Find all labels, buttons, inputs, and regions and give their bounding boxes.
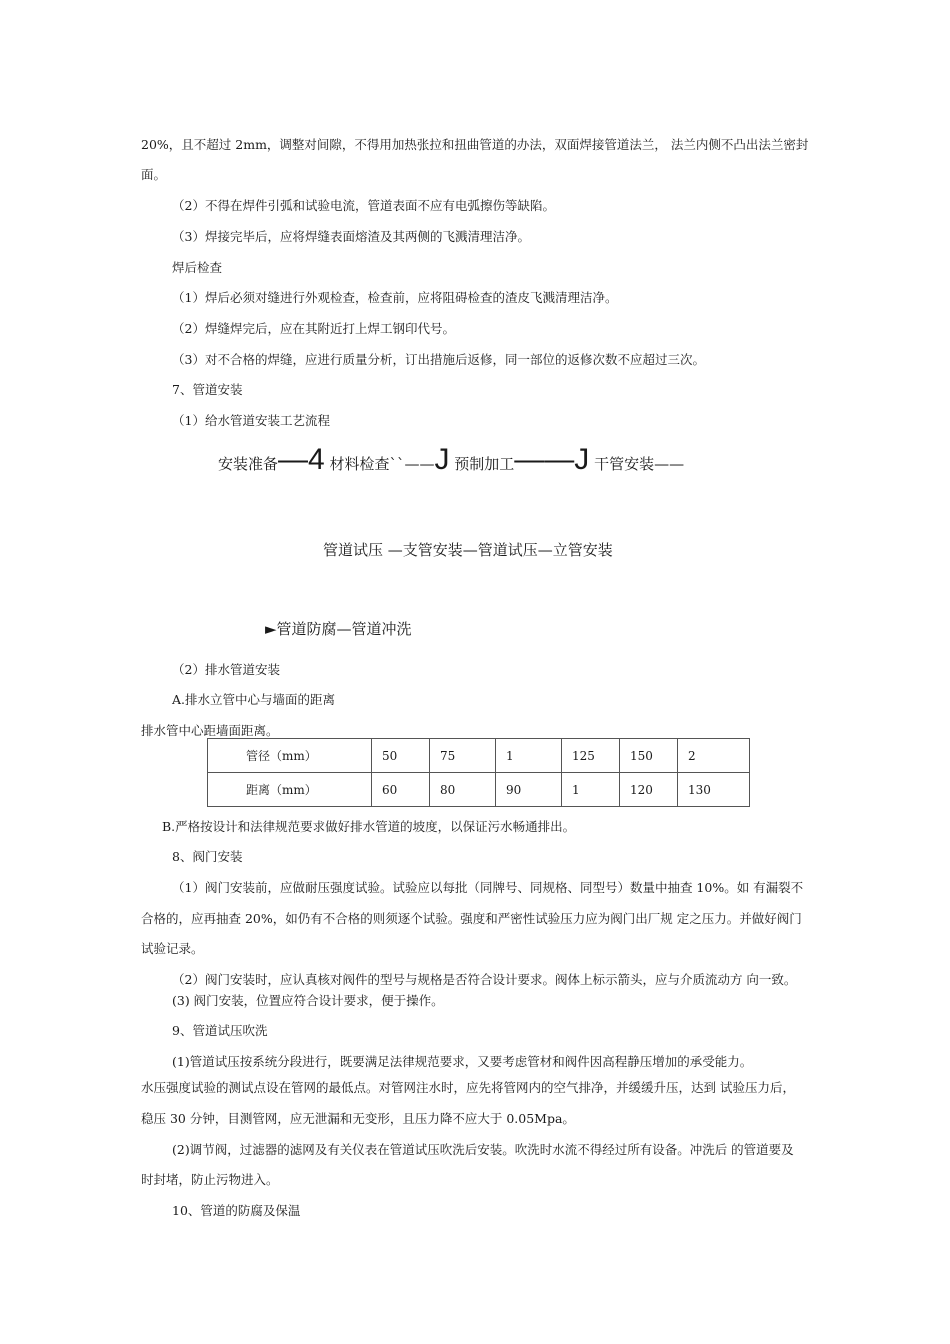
section-heading: 8、阀门安装 xyxy=(172,849,243,864)
paragraph-line: 试验记录。 xyxy=(141,941,204,956)
table-cell: 75 xyxy=(430,739,496,773)
flow-row-2: 管道试压 —支管安装—管道试压—立管安装 xyxy=(323,541,613,559)
paragraph-line: （2）阀门安装时，应认真核对阀件的型号与规格是否符合设计要求。阀体上标示箭头，应与介质流动方 向一致。 xyxy=(172,972,797,987)
table-cell: 80 xyxy=(430,773,496,807)
flow-row-3: ►管道防腐—管道冲洗 xyxy=(265,620,412,638)
paragraph-line: 面。 xyxy=(141,167,167,182)
subheading: 焊后检查 xyxy=(172,260,223,275)
flow-step: 干管安装—— xyxy=(594,455,685,473)
paragraph-line: A.排水立管中心与墙面的距离 xyxy=(172,692,336,707)
paragraph-line: 时封堵，防止污物进入。 xyxy=(141,1172,279,1187)
paragraph-line: (1)管道试压按系统分段进行，既要满足法律规范要求，又要考虑管材和阀件因高程静压增加的承受能力。 xyxy=(172,1054,753,1069)
flow-step: 预制加工 xyxy=(454,455,515,473)
paragraph-line: 水压强度试验的测试点设在管网的最低点。对管网注水时，应先将管网内的空气排净，并缓缓升压，达到 试验压力后， xyxy=(141,1080,795,1095)
paragraph-line: （1）阀门安装前，应做耐压强度试验。试验应以每批（同牌号、同规格、同型号）数量中抽查 10%。如 有漏裂不 xyxy=(172,880,804,895)
paragraph-line: （2）排水管道安装 xyxy=(172,662,280,677)
paragraph-line: （1）给水管道安装工艺流程 xyxy=(172,413,330,428)
paragraph-line: B.严格按设计和法律规范要求做好排水管道的坡度，以保证污水畅通排出。 xyxy=(162,819,576,834)
paragraph-line: （2）不得在焊件引弧和试验电流，管道表面不应有电弧擦伤等缺陷。 xyxy=(172,198,555,213)
paragraph-line: 合格的，应再抽查 20%，如仍有不合格的则须逐个试验。强度和严密性试验压力应为阀门出厂规 定之压力。并做好阀门 xyxy=(141,911,802,926)
table-cell: 1 xyxy=(562,773,620,807)
table-cell: 60 xyxy=(372,773,430,807)
table-row xyxy=(208,773,750,807)
table-cell: 50 xyxy=(372,739,430,773)
flow-arrow: J xyxy=(434,443,450,476)
flow-step: 材料检查``—— xyxy=(329,455,435,473)
flow-row-1 xyxy=(218,443,685,476)
table-cell: 120 xyxy=(620,773,678,807)
table-cell: 90 xyxy=(496,773,562,807)
flow-arrow: ——J xyxy=(514,443,590,476)
table-cell: 距离（mm） xyxy=(208,773,372,807)
section-heading: 7、管道安装 xyxy=(172,382,243,397)
table-cell: 125 xyxy=(562,739,620,773)
table-cell: 管径（mm） xyxy=(208,739,372,773)
paragraph-line: 20%，且不超过 2mm，调整对间隙，不得用加热张拉和扭曲管道的办法，双面焊接管道法兰， 法兰内侧不凸出法兰密封 xyxy=(141,137,809,152)
paragraph-line: （2）焊缝焊完后，应在其附近打上焊工钢印代号。 xyxy=(172,321,455,336)
table-cell: 2 xyxy=(678,739,750,773)
paragraph-line: 稳压 30 分钟，目测管网，应无泄漏和无变形，且压力降不应大于 0.05Mpa。 xyxy=(141,1111,575,1126)
table-cell: 130 xyxy=(678,773,750,807)
table-cell: 150 xyxy=(620,739,678,773)
table-row xyxy=(208,739,750,773)
paragraph-line: (3) 阀门安装，位置应符合设计要求，便于操作。 xyxy=(172,993,444,1008)
table-cell: 1 xyxy=(496,739,562,773)
flow-step: 安装准备 xyxy=(218,455,279,473)
drain-distance-table xyxy=(207,738,750,807)
section-heading: 10、管道的防腐及保温 xyxy=(172,1203,301,1218)
table-caption: 排水管中心距墙面距离。 xyxy=(141,723,279,738)
flow-arrow: —4 xyxy=(278,443,325,476)
paragraph-line: (2)调节阀，过滤器的滤网及有关仪表在管道试压吹洗后安装。吹洗时水流不得经过所有设备。冲洗后 的管道要及 xyxy=(172,1142,794,1157)
paragraph-line: （3）对不合格的焊缝，应进行质量分析，订出措施后返修，同一部位的返修次数不应超过三次。 xyxy=(172,352,705,367)
paragraph-line: （1）焊后必须对缝进行外观检查，检查前，应将阻碍检查的渣皮飞溅清理洁净。 xyxy=(172,290,618,305)
paragraph-line: （3）焊接完毕后，应将焊缝表面熔渣及其两侧的飞溅清理洁净。 xyxy=(172,229,530,244)
section-heading: 9、管道试压吹洗 xyxy=(172,1023,268,1038)
